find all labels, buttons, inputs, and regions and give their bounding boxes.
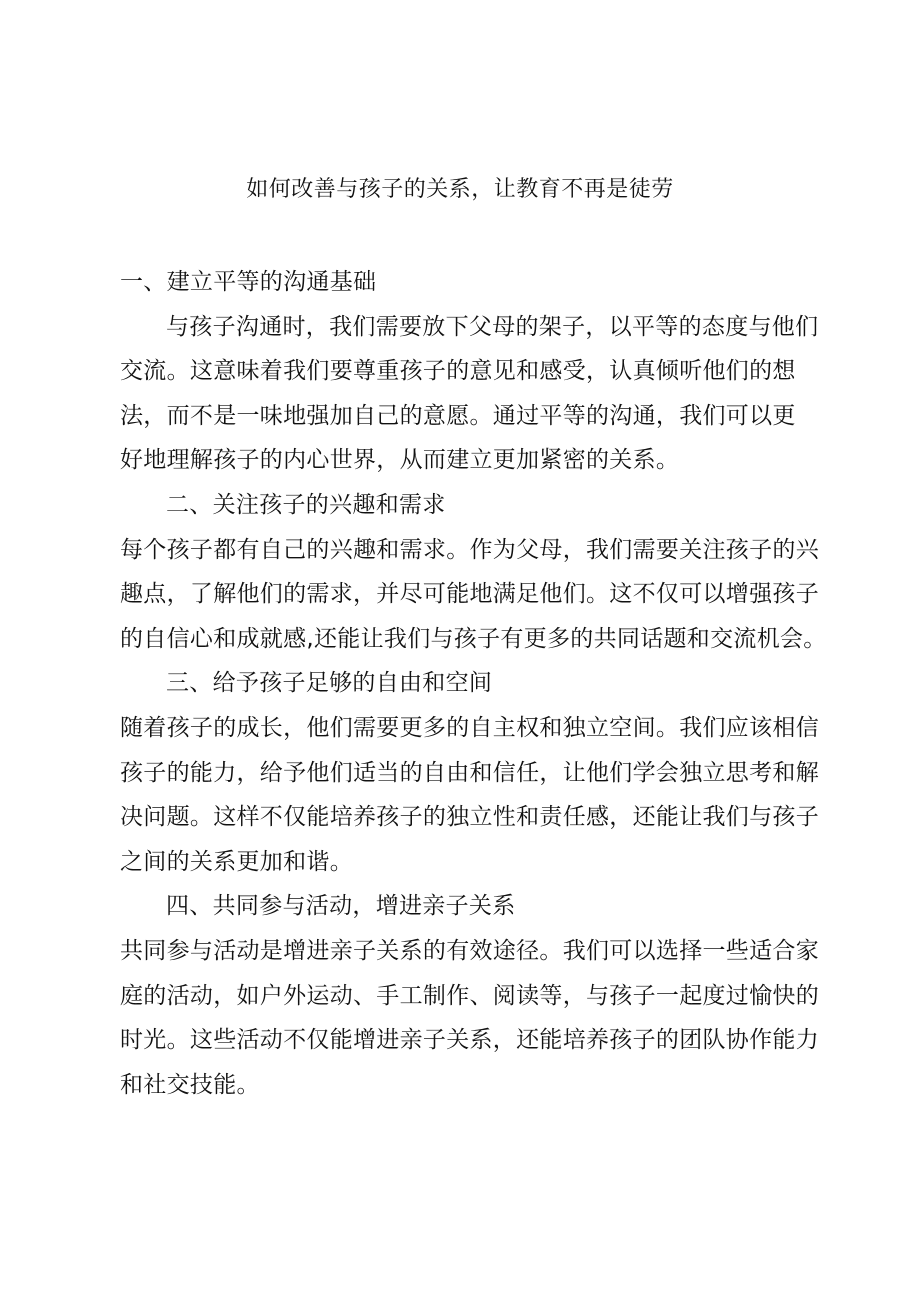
paragraph-line: 时光。这些活动不仅能增进亲子关系，还能培养孩子的团队协作能力 (120, 1027, 819, 1054)
paragraph-line: 和社交技能。 (120, 1071, 260, 1098)
paragraph-line: 之间的关系更加和谐。 (120, 848, 353, 875)
section-heading-2: 二、关注孩子的兴趣和需求 (166, 491, 446, 518)
paragraph-line: 趣点，了解他们的需求，并尽可能地满足他们。这不仅可以增强孩子 (120, 581, 819, 608)
paragraph-line: 与孩子沟通时，我们需要放下父母的架子，以平等的态度与他们 (166, 313, 819, 340)
paragraph-line: 共同参与活动是增进亲子关系的有效途径。我们可以选择一些适合家 (120, 937, 819, 964)
document-body (120, 260, 827, 1107)
paragraph-line: 孩子的能力，给予他们适当的自由和信任，让他们学会独立思考和解 (120, 759, 819, 786)
paragraph-line: 庭的活动，如户外运动、手工制作、阅读等，与孩子一起度过愉快的 (120, 982, 819, 1009)
paragraph-line: 交流。这意味着我们要尊重孩子的意见和感受，认真倾听他们的想 (120, 358, 796, 385)
paragraph-line: 每个孩子都有自己的兴趣和需求。作为父母，我们需要关注孩子的兴 (120, 536, 819, 563)
paragraph-line: 决问题。这样不仅能培养孩子的独立性和责任感，还能让我们与孩子 (120, 804, 819, 831)
paragraph-line: 的自信心和成就感,还能让我们与孩子有更多的共同话题和交流机会。 (120, 625, 827, 652)
paragraph-line: 好地理解孩子的内心世界，从而建立更加紧密的关系。 (120, 447, 680, 474)
paragraph-line: 随着孩子的成长，他们需要更多的自主权和独立空间。我们应该相信 (120, 714, 819, 741)
paragraph-line: 法，而不是一味地强加自己的意愿。通过平等的沟通，我们可以更 (120, 402, 796, 429)
section-heading-4: 四、共同参与活动，增进亲子关系 (166, 893, 516, 920)
section-heading-3: 三、给予孩子足够的自由和空间 (166, 670, 493, 697)
document-title: 如何改善与孩子的关系，让教育不再是徒劳 (246, 177, 674, 202)
section-heading-1: 一、建立平等的沟通基础 (120, 269, 377, 295)
